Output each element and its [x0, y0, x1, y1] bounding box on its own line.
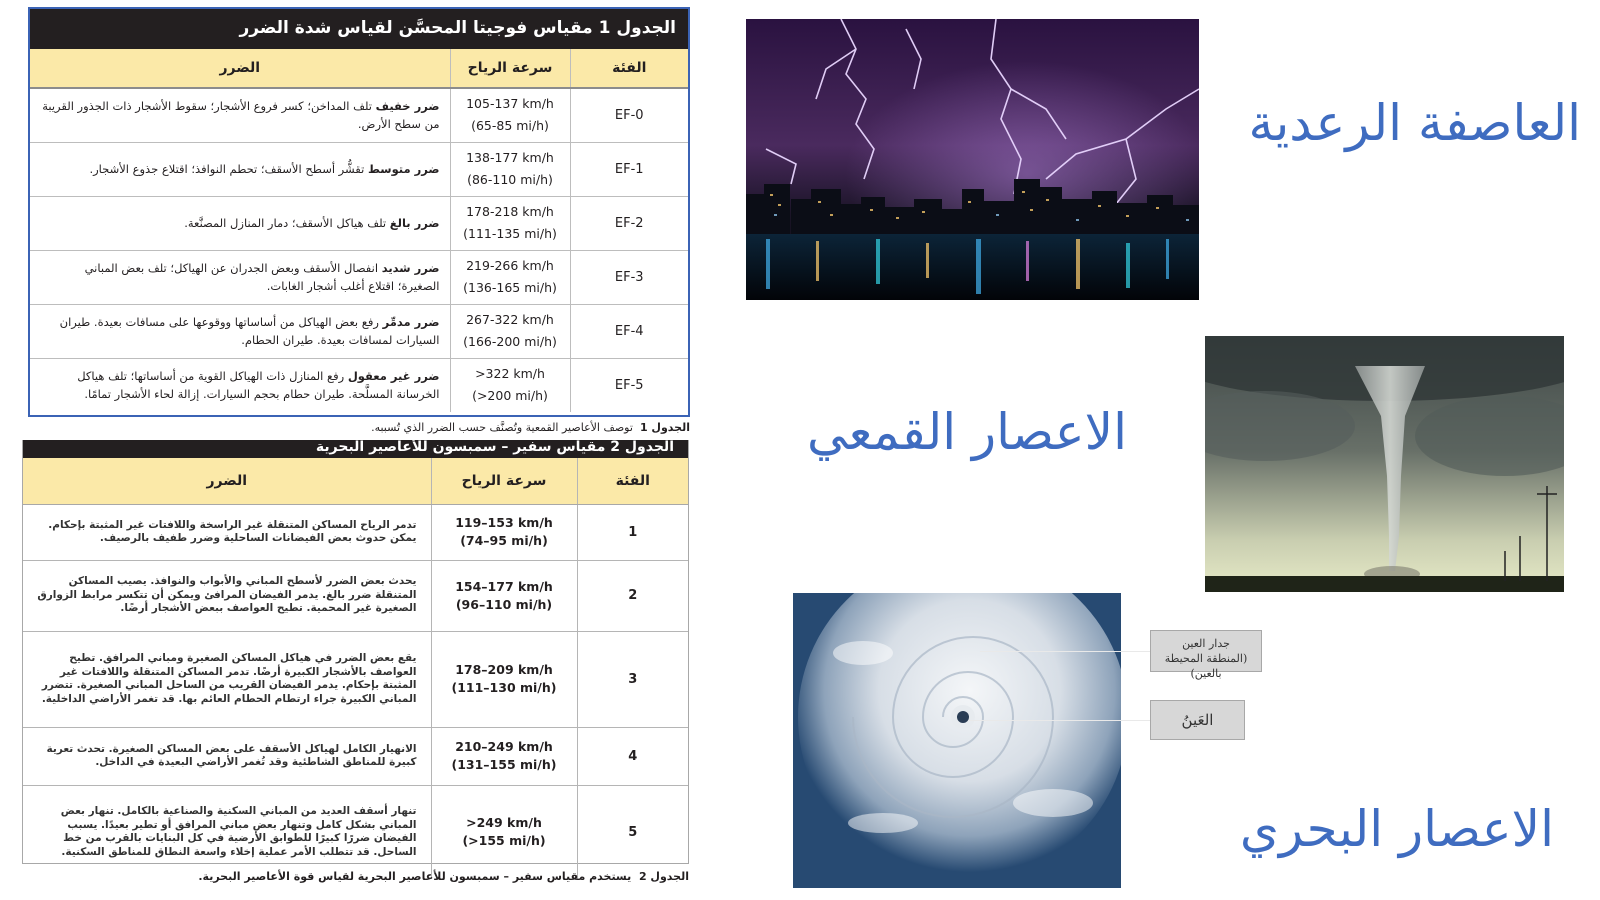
table2-header-category: الفئة: [577, 458, 688, 504]
damage-description: يحدث بعض الضرر لأسطح المباني والأبواب والنوافذ. يصيب المساكن المتنقلة ضرر بالغ. يدمر الفيضان المرافئ ويمكن أن تتكسر مرابط الزوارق الصغيرة غير المحمية. تطيح العواصف ببعض الأشجار أرضًا.: [23, 560, 431, 631]
eyewall-callout-line2: (المنطقة المحيطة بالعين): [1164, 652, 1248, 680]
speed-mph: (86-110 mi/h): [467, 172, 553, 187]
hurricane-category: 5: [577, 785, 688, 879]
table2-caption: [22, 870, 689, 883]
hurricane-category: 1: [577, 504, 688, 560]
damage-description: تنهار أسقف العديد من المباني السكنية والصناعية بالكامل. تنهار بعض المباني بشكل كامل وتنهار بعض مباني المرافق أو تطير بعيدًا. يسبب الفيضان ضررًا كبيرًا للطوابق الأرضية في كل البنايات بالقرب من خط الساحل. قد تتطلب الأمر عملية إخلاء واسعة النطاق للمناطق السكنية.: [23, 785, 431, 879]
speed-kmh: 267-322 km/h: [466, 312, 554, 327]
speed-mph: (96–110 mi/h): [455, 596, 553, 612]
wind-speed-cell: [431, 785, 577, 879]
table1-title: الجدول 1 مقياس فوجيتا المحسَّن لقياس شدة الضرر: [30, 9, 688, 49]
damage-description: رفع المنازل ذات الهياكل القوية من أساساتها؛ تلف هياكل الخرسانة المسلَّحة. طيران حطام بحجم السيارات. إزالة لحاء الأشجار تمامًا.: [77, 369, 440, 402]
table1-caption-text: توصف الأعاصير القمعية وتُصنَّف حسب الضرر الذي تُسببه.: [371, 421, 633, 434]
tornado-label: الاعصار القمعي: [807, 403, 1127, 461]
wind-speed-cell: [450, 196, 570, 250]
hurricane-label: الاعصار البحري: [1239, 800, 1554, 858]
table2-caption-label: الجدول 2: [638, 870, 689, 883]
damage-cell: [30, 358, 450, 412]
table-row: [30, 196, 688, 250]
wind-speed-cell: [450, 250, 570, 304]
tornado-photo: [1205, 336, 1564, 592]
lightning-city-illustration: [746, 19, 1199, 300]
damage-level: ضرر بالغ: [389, 216, 440, 230]
damage-cell: [30, 196, 450, 250]
wind-speed-cell: [431, 631, 577, 727]
speed-mph: (74–95 mi/h): [460, 533, 548, 548]
hurricane-satellite-photo: [793, 593, 1121, 888]
speed-mph: (136-165 mi/h): [463, 280, 557, 295]
table-row: [23, 785, 688, 879]
hurricane-category: 3: [577, 631, 688, 727]
speed-kmh: 154–177 km/h: [455, 578, 553, 594]
eye-leader-line: [968, 720, 1150, 721]
wind-speed-cell: [450, 304, 570, 358]
ef-category: EF-3: [570, 250, 688, 304]
table2-header-speed: سرعة الرياح: [431, 458, 577, 504]
speed-kmh: >322 km/h: [475, 366, 545, 382]
table1-header-category: الفئة: [570, 49, 688, 88]
speed-kmh: >249 km/h: [466, 815, 542, 831]
damage-description: تقشُّر أسطح الأسقف؛ تحطم النوافذ؛ اقتلاع جذوع الأشجار.: [89, 162, 365, 176]
saffir-simpson-table: [22, 440, 689, 864]
table2-title: الجدول 2 مقياس سفير – سمبسون للأعاصير البحرية: [23, 440, 688, 458]
wind-speed-cell: [431, 504, 577, 560]
damage-description: انفصال الأسقف وبعض الجدران عن الهياكل؛ تلف بعض المباني الصغيرة؛ اقتلاع أغلب أشجار الغابات.: [84, 261, 440, 293]
table-row: [23, 504, 688, 560]
speed-kmh: 138-177 km/h: [466, 150, 554, 165]
thunderstorm-label: العاصفة الرعدية: [1248, 94, 1581, 152]
wind-speed-cell: [431, 560, 577, 631]
speed-mph: (111–130 mi/h): [451, 680, 557, 695]
speed-kmh: 119–153 km/h: [455, 515, 553, 530]
damage-cell: [30, 88, 450, 142]
damage-cell: [30, 250, 450, 304]
damage-description: رفع بعض الهياكل من أساساتها ووقوعها على مسافات بعيدة. طيران السيارات لمسافات بعيدة. طيران الحطام.: [59, 315, 440, 347]
damage-description: تدمر الرياح المساكن المتنقلة غير الراسخة واللافتات غير المثبتة بإحكام. يمكن حدوث بعض الفيضانات الساحلية وضرر طفيف بالرصيف.: [23, 504, 431, 560]
damage-cell: [30, 142, 450, 196]
table-row: [30, 304, 688, 358]
table-row: [30, 142, 688, 196]
hurricane-category: 2: [577, 560, 688, 631]
tornado-illustration: [1205, 336, 1564, 592]
damage-level: ضرر غير معقول: [347, 369, 440, 384]
speed-mph: (131–155 mi/h): [451, 757, 557, 772]
table1-grid: [30, 49, 688, 412]
damage-description: تلف هياكل الأسقف؛ دمار المنازل المصنَّعة.: [184, 216, 387, 230]
speed-kmh: 178-218 km/h: [466, 204, 554, 219]
table-row: [23, 631, 688, 727]
table2-grid: [23, 458, 688, 879]
speed-kmh: 105-137 km/h: [466, 96, 554, 112]
fujita-scale-table: [28, 7, 690, 417]
damage-level: ضرر مدمِّر: [382, 315, 440, 329]
table1-header-damage: الضرر: [30, 49, 450, 88]
eyewall-callout-line1: جدار العين: [1182, 637, 1230, 650]
speed-mph: (>155 mi/h): [462, 833, 546, 849]
speed-mph: (166-200 mi/h): [463, 334, 557, 349]
speed-kmh: 178–209 km/h: [455, 662, 553, 677]
wind-speed-cell: [431, 727, 577, 785]
ef-category: EF-5: [570, 358, 688, 412]
damage-description: تلف المداخن؛ كسر فروع الأشجار؛ سقوط الأشجار ذات الجذور القريبة من سطح الأرض.: [42, 99, 440, 132]
damage-description: يقع بعض الضرر في هياكل المساكن الصغيرة ومباني المرافق. تطيح العواصف بالأشجار الكبيرة أرضًا. تدمر المساكن المتنقلة واللافتات غير المثبتة بإحكام. يدمر الفيضان القريب من الساحل المباني الصغيرة. تتضرر المباني الكبيرة جراء ارتطام الحطام العائم بها. قد تغمر الأراضي الداخلية.: [23, 631, 431, 727]
damage-cell: [30, 304, 450, 358]
hurricane-category: 4: [577, 727, 688, 785]
eyewall-leader-line: [980, 651, 1150, 652]
speed-mph: (65-85 mi/h): [471, 118, 549, 134]
table-row: [30, 88, 688, 142]
table-row: [30, 250, 688, 304]
ef-category: EF-0: [570, 88, 688, 142]
hurricane-illustration: [793, 593, 1121, 888]
ef-category: EF-2: [570, 196, 688, 250]
table2-header-damage: الضرر: [23, 458, 431, 504]
damage-level: ضرر خفيف: [375, 99, 440, 114]
eyewall-callout: [1150, 630, 1262, 680]
ef-category: EF-1: [570, 142, 688, 196]
speed-mph: (111-135 mi/h): [463, 226, 557, 241]
speed-mph: (>200 mi/h): [472, 388, 548, 404]
table2-caption-text: يستخدم مقياس سفير – سمبسون للأعاصير البحرية لقياس قوة الأعاصير البحرية.: [198, 870, 632, 883]
damage-description: الانهيار الكامل لهياكل الأسقف على بعض المساكن الصغيرة. تحدث تعرية كبيرة للمناطق الشاطئية وقد تُغمر الأراضي البعيدة في الداخل.: [23, 727, 431, 785]
table1-header-speed: سرعة الرياح: [450, 49, 570, 88]
damage-level: ضرر شديد: [381, 261, 440, 275]
thunderstorm-photo: [746, 19, 1199, 300]
wind-speed-cell: [450, 142, 570, 196]
damage-level: ضرر متوسط: [367, 162, 440, 176]
wind-speed-cell: [450, 358, 570, 412]
table1-caption-label: الجدول 1: [639, 421, 690, 434]
speed-kmh: 210–249 km/h: [455, 739, 553, 754]
wind-speed-cell: [450, 88, 570, 142]
table-row: [23, 560, 688, 631]
ef-category: EF-4: [570, 304, 688, 358]
table-row: [23, 727, 688, 785]
table1-caption: [28, 421, 690, 434]
eye-callout: العَينُ: [1150, 700, 1245, 740]
speed-kmh: 219-266 km/h: [466, 258, 554, 273]
table-row: [30, 358, 688, 412]
